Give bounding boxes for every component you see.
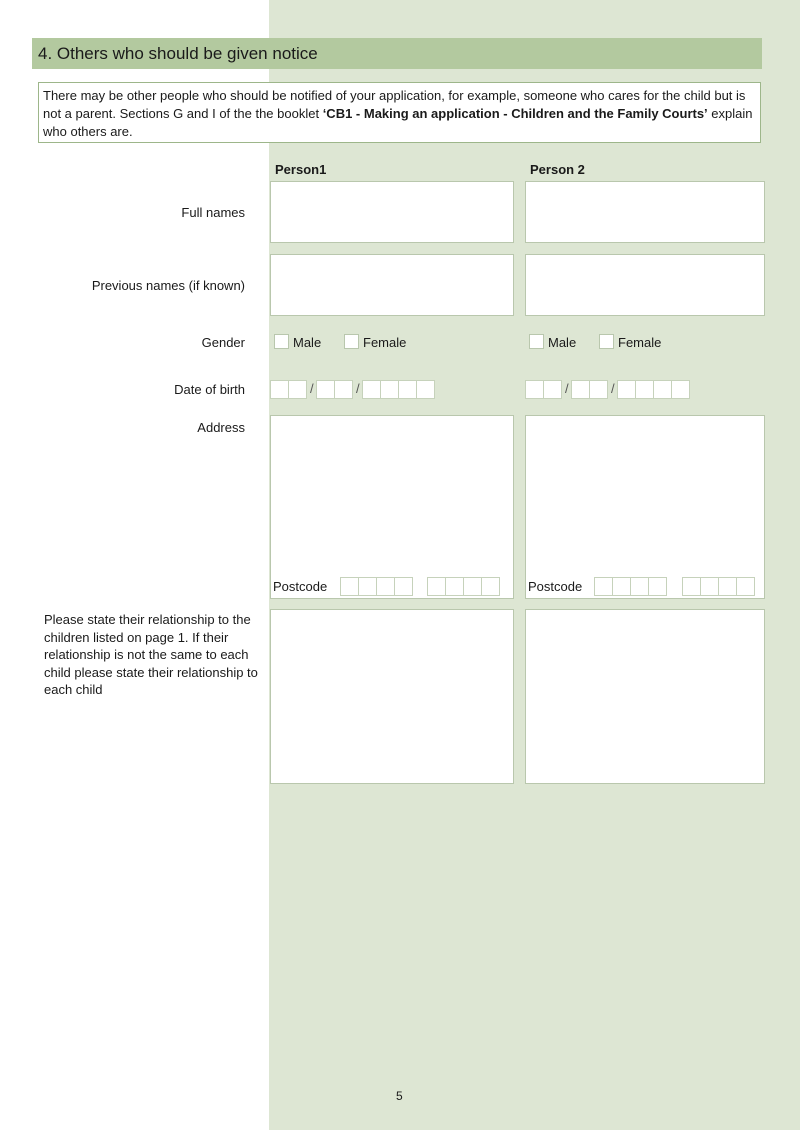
dob-separator: /: [310, 381, 314, 396]
person2-postcode-label: Postcode: [528, 579, 583, 594]
gender-label: Gender: [201, 335, 245, 350]
dob-cell[interactable]: [270, 380, 289, 399]
postcode-cell[interactable]: [594, 577, 613, 596]
intro-text-end: explain who others are.: [43, 106, 753, 139]
person2-female-label: Female: [618, 335, 662, 350]
postcode-cell[interactable]: [376, 577, 395, 596]
relationship-label: Please state their relationship to the children listed on page 1. If their relationship is not the same to each child please state their relationship to each child: [44, 612, 258, 697]
postcode-cell[interactable]: [358, 577, 377, 596]
dob-cell[interactable]: [617, 380, 636, 399]
person1-dob-year[interactable]: [362, 380, 434, 399]
person2-dob-day[interactable]: [525, 380, 561, 399]
person2-address-field[interactable]: [525, 415, 765, 599]
postcode-cell[interactable]: [612, 577, 631, 596]
postcode-cell[interactable]: [630, 577, 649, 596]
intro-text: There may be other people who should be notified of your application, for example, someone who cares for the child but is not a parent. Sections G and I of the the booklet: [43, 88, 746, 121]
postcode-cell[interactable]: [648, 577, 667, 596]
person1-postcode-label: Postcode: [273, 579, 328, 594]
person1-relationship-field[interactable]: [270, 609, 514, 784]
dob-cell[interactable]: [316, 380, 335, 399]
person2-dob-month[interactable]: [571, 380, 607, 399]
dob-separator: /: [565, 381, 569, 396]
dob-cell[interactable]: [635, 380, 654, 399]
dob-cell[interactable]: [653, 380, 672, 399]
person2-postcode-part1[interactable]: [594, 577, 666, 596]
person1-dob-day[interactable]: [270, 380, 306, 399]
postcode-cell[interactable]: [394, 577, 413, 596]
address-label: Address: [197, 420, 245, 435]
dob-cell[interactable]: [288, 380, 307, 399]
postcode-cell[interactable]: [340, 577, 359, 596]
booklet-title: ‘CB1 - Making an application - Children and the Family Courts’: [322, 106, 708, 121]
dob-separator: /: [356, 381, 360, 396]
postcode-cell[interactable]: [736, 577, 755, 596]
person2-postcode-part2[interactable]: [682, 577, 754, 596]
person1-postcode-part2[interactable]: [427, 577, 499, 596]
person1-female-checkbox[interactable]: [344, 334, 359, 349]
person2-full-names-field[interactable]: [525, 181, 765, 243]
postcode-cell[interactable]: [463, 577, 482, 596]
person1-postcode-part1[interactable]: [340, 577, 412, 596]
person2-female-checkbox[interactable]: [599, 334, 614, 349]
person1-male-label: Male: [293, 335, 322, 350]
section-title: 4. Others who should be given notice: [32, 38, 762, 69]
person2-relationship-field[interactable]: [525, 609, 765, 784]
date-of-birth-label: Date of birth: [174, 382, 245, 397]
person2-male-label: Male: [548, 335, 577, 350]
page-number: 5: [396, 1089, 403, 1103]
dob-cell[interactable]: [398, 380, 417, 399]
person2-male-checkbox[interactable]: [529, 334, 544, 349]
person1-address-field[interactable]: [270, 415, 514, 599]
previous-names-label: Previous names (if known): [91, 278, 245, 293]
postcode-cell[interactable]: [427, 577, 446, 596]
dob-cell[interactable]: [589, 380, 608, 399]
person1-dob-month[interactable]: [316, 380, 352, 399]
person1-full-names-field[interactable]: [270, 181, 514, 243]
dob-cell[interactable]: [362, 380, 381, 399]
dob-cell[interactable]: [334, 380, 353, 399]
dob-cell[interactable]: [671, 380, 690, 399]
person1-female-label: Female: [363, 335, 407, 350]
dob-separator: /: [611, 381, 615, 396]
dob-cell[interactable]: [543, 380, 562, 399]
person2-header: Person 2: [530, 162, 585, 177]
postcode-cell[interactable]: [718, 577, 737, 596]
person1-male-checkbox[interactable]: [274, 334, 289, 349]
person1-previous-names-field[interactable]: [270, 254, 514, 316]
person2-dob-year[interactable]: [617, 380, 689, 399]
postcode-cell[interactable]: [445, 577, 464, 596]
dob-cell[interactable]: [380, 380, 399, 399]
person2-previous-names-field[interactable]: [525, 254, 765, 316]
full-names-label: Full names: [181, 205, 245, 220]
dob-cell[interactable]: [525, 380, 544, 399]
person1-header: Person1: [275, 162, 327, 177]
dob-cell[interactable]: [416, 380, 435, 399]
dob-cell[interactable]: [571, 380, 590, 399]
postcode-cell[interactable]: [682, 577, 701, 596]
postcode-cell[interactable]: [700, 577, 719, 596]
intro-notice: [38, 82, 761, 143]
postcode-cell[interactable]: [481, 577, 500, 596]
